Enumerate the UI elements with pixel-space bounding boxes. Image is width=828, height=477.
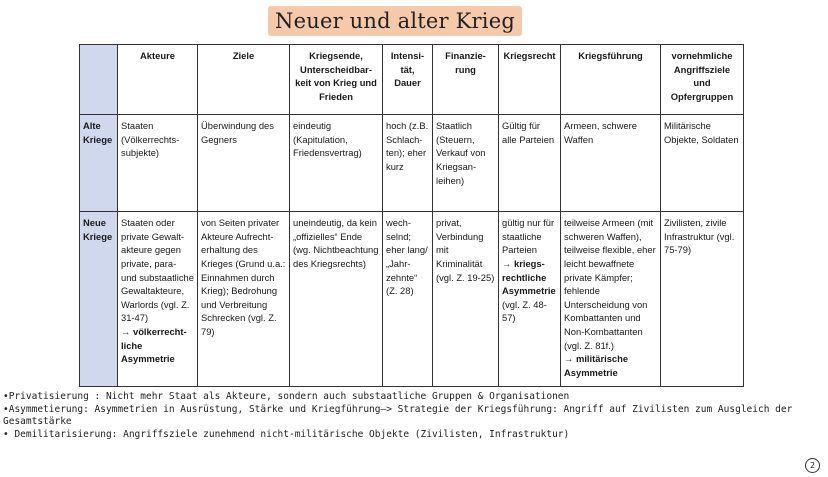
cell-alte-kriegsfuehrung: Armeen, schwere Waffen (561, 115, 661, 212)
cell-neue-kriegsrecht (499, 212, 561, 387)
corner-cell (80, 45, 118, 115)
note-privatisierung: •Privatisierung : Nicht mehr Staat als Akteure, sondern auch substaatliche Gruppen & Organisationen (3, 391, 570, 402)
cell-neue-akteure (118, 212, 198, 387)
akteure-conclusion: → völkerrecht-liche Asymmetrie (121, 326, 187, 365)
cell-neue-ziele: von Seiten privater Akteure Aufrecht-erhaltung des Krieges (Grund u.a.: Einnahmen durch Krieg); Bedrohung und Verbreitung Schrecken (vgl. Z. 79) (198, 212, 290, 387)
page-title: Neuer und alter Krieg (268, 6, 522, 36)
header-kriegsrecht: Kriegsrecht (499, 45, 561, 115)
header-ziele: Ziele (198, 45, 290, 115)
note-asymmetrierung: •Asymmetierung: Asymmetrien in Ausrüstung, Stärke und Kriegführung–> Strategie der Kriegsführung: Angriff auf Zivilisten zum Ausgleich der Gesamtstärke (3, 403, 793, 427)
table-row-alte-kriege (80, 115, 744, 212)
row-label-neue-kriege: Neue Kriege (80, 212, 118, 387)
note-demilitarisierung: • Demilitarisierung: Angriffsziele zunehmend nicht-militärische Objekte (Zivilisten, Infrastruktur) (3, 428, 570, 440)
notes-list (3, 391, 823, 441)
cell-neue-finanzierung: privat, Verbindung mit Kriminalität (vgl. Z. 19-25) (433, 212, 499, 387)
cell-alte-ziele: Überwindung des Gegners (198, 115, 290, 212)
table-row-neue-kriege (80, 212, 744, 387)
kriegsrecht-reference: (vgl. Z. 48-57) (502, 298, 547, 324)
cell-alte-finanzierung: Staatlich (Steuern, Verkauf von Kriegsan-leihen) (433, 115, 499, 212)
cell-alte-kriegsrecht: Gültig für alle Parteien (499, 115, 561, 212)
cell-neue-angriffsziele: Zivilisten, zivile Infrastruktur (vgl. 75-79) (661, 212, 744, 387)
header-row (80, 45, 744, 115)
cell-alte-angriffsziele: Militärische Objekte, Soldaten (661, 115, 744, 212)
kriegsfuehrung-text: teilweise Armeen (mit schweren Waffen), teilweise flexible, eher leicht bewaffnete private Kämpfer; fehlende Unterscheidung von Kombattanten und Non-Kombattanten (vgl. Z. 81f.) (564, 217, 656, 351)
header-finanzierung: Finanzie-rung (433, 45, 499, 115)
comparison-table (79, 44, 744, 387)
row-label-alte-kriege: Alte Kriege (80, 115, 118, 212)
kriegsfuehrung-conclusion: → militärische Asymmetrie (564, 353, 629, 378)
cell-alte-kriegsende: eindeutig (Kapitulation, Friedensvertrag) (290, 115, 383, 212)
header-kriegsfuehrung: Kriegsführung (561, 45, 661, 115)
kriegsrecht-conclusion: → kriegs-rechtliche Asymmetrie (502, 257, 556, 297)
page-number: 2 (805, 458, 820, 473)
header-kriegsende: Kriegsende, Unterscheidbar-keit von Krieg und Frieden (290, 45, 383, 115)
cell-neue-kriegsende: uneindeutig, da kein „offizielles“ Ende (wg. Nichtbeachtung des Kriegsrechts) (290, 212, 383, 387)
cell-neue-intensitaet: wech-selnd; eher lang/ „Jahr-zehnte“ (Z. 28) (383, 212, 433, 387)
header-angriffsziele: vornehmliche Angriffsziele und Opfergruppen (661, 45, 744, 115)
akteure-text: Staaten oder private Gewalt-akteure gegen private, para- und substaatliche Gewaltakteure, Warlords (vgl. Z. 31-47) (121, 217, 194, 324)
cell-alte-akteure: Staaten (Völkerrechts-subjekte) (118, 115, 198, 212)
header-akteure: Akteure (118, 45, 198, 115)
kriegsrecht-text: gültig nur für staatliche Parteien (502, 217, 555, 256)
cell-neue-kriegsfuehrung (561, 212, 661, 387)
header-intensitaet: Intensi-tät, Dauer (383, 45, 433, 115)
cell-alte-intensitaet: hoch (z.B. Schlach-ten); eher kurz (383, 115, 433, 212)
